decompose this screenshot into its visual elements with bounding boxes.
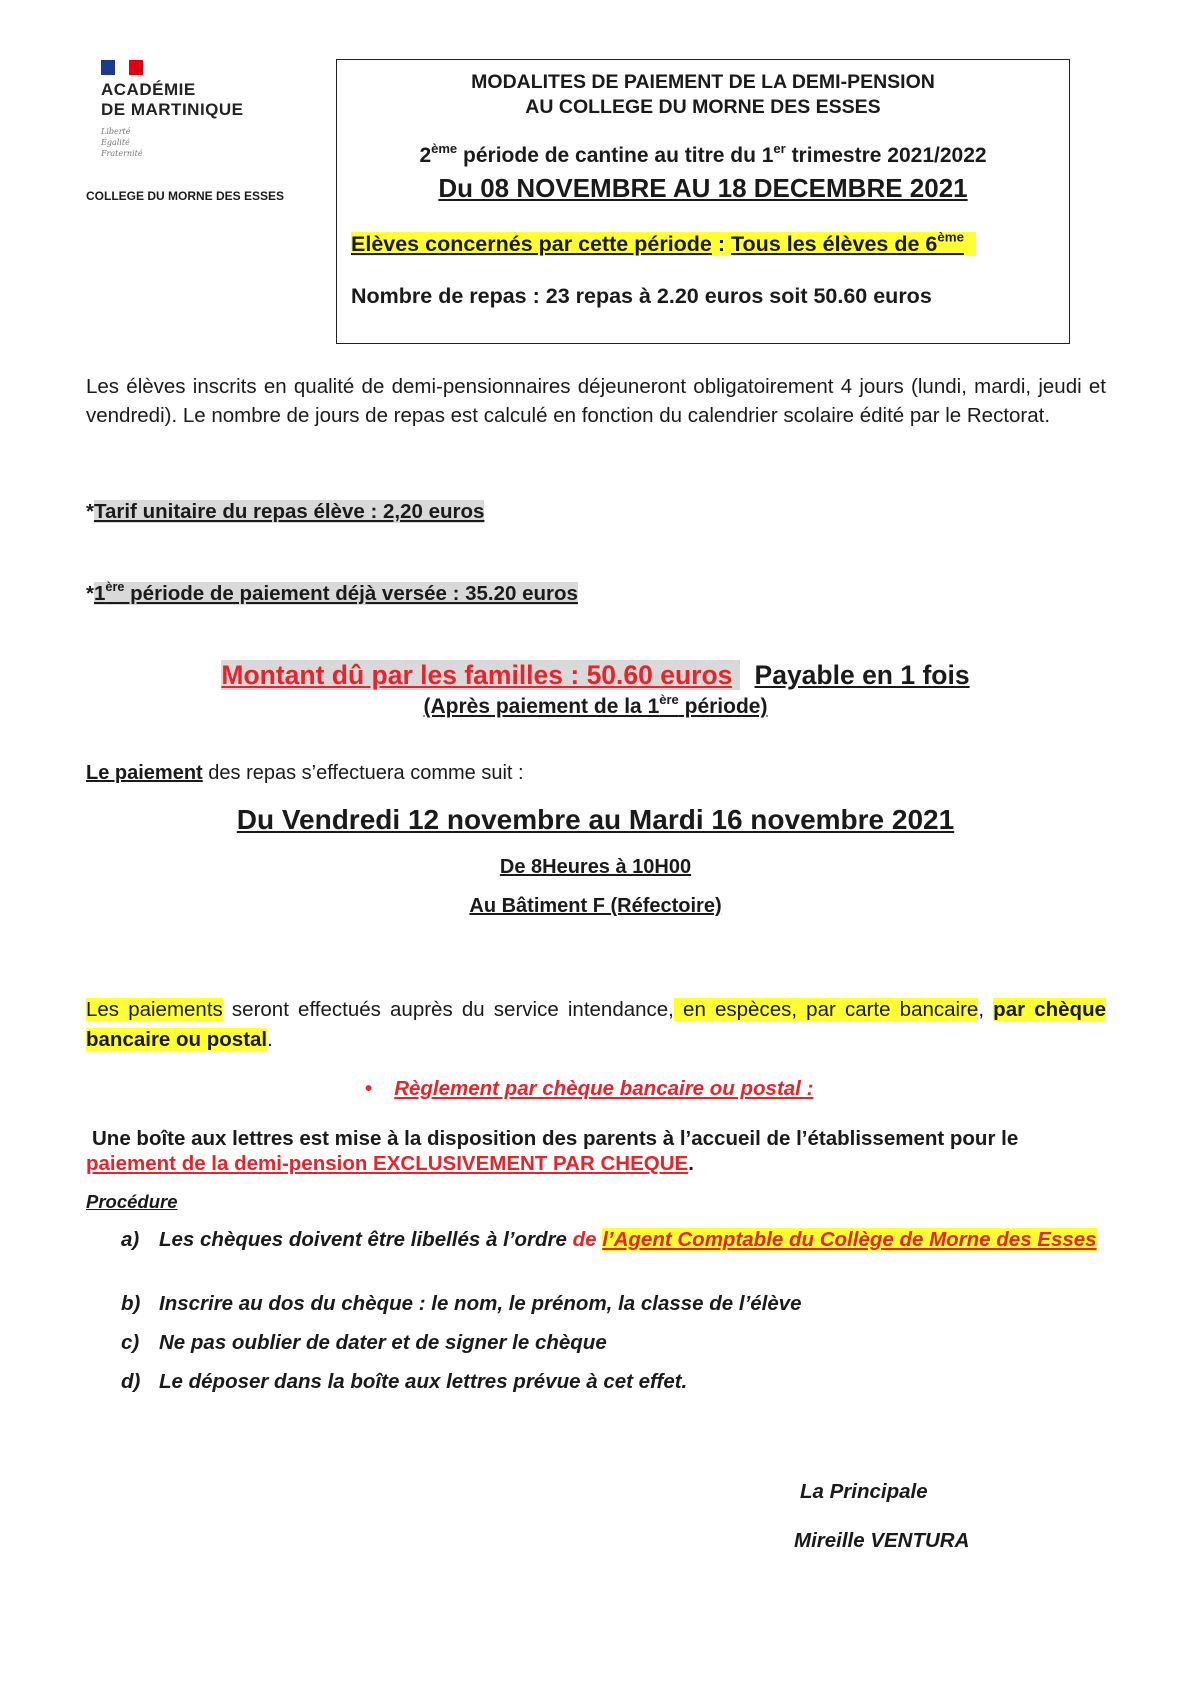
logo-name-line1: ACADÉMIE xyxy=(101,80,196,99)
payment-period: Du Vendredi 12 novembre au Mardi 16 novembre 2021 xyxy=(236,804,955,835)
reglement-cheque: • Règlement par chèque bancaire ou postal : xyxy=(365,1077,814,1100)
tarif-unitaire: *Tarif unitaire du repas élève : 2,20 euros xyxy=(86,500,485,523)
boite-aux-lettres: Une boîte aux lettres est mise à la disposition des parents à l’accueil de l’établissement pour le paiement de la demi-pension EXCLUSIVEMENT PAR CHEQUE. xyxy=(86,1127,1019,1175)
procedure-title: Procédure xyxy=(86,1191,178,1212)
period-line: 2ème période de cantine au titre du 1er trimestre 2021/2022 xyxy=(419,140,987,167)
list-item: c) Ne pas oublier de dater et de signer le chèque xyxy=(121,1331,607,1354)
box-title: MODALITES DE PAIEMENT DE LA DEMI-PENSION AU COLLEGE DU MORNE DES ESSES xyxy=(471,71,935,118)
nombre-repas: Nombre de repas : 23 repas à 2.20 euros soit 50.60 euros xyxy=(351,284,932,308)
logo-name-line2: DE MARTINIQUE xyxy=(101,100,244,119)
premiere-periode: *1ère période de paiement déjà versée : 35.20 euros xyxy=(86,579,578,605)
logo-motto: Liberté Égalité Fraternité xyxy=(101,127,143,158)
title-box xyxy=(336,59,1070,344)
period-dates: Du 08 NOVEMBRE AU 18 DECEMBRE 2021 xyxy=(438,173,968,203)
montant-du: Montant dû par les familles : 50.60 euros Payable en 1 fois xyxy=(221,660,970,690)
payment-place: Au Bâtiment F (Réfectoire) xyxy=(469,895,722,917)
college-name: COLLEGE DU MORNE DES ESSES xyxy=(86,189,285,203)
list-item: a) Les chèques doivent être libellés à l’ordre de l’Agent Comptable du Collège de Morne des Esses xyxy=(121,1228,1097,1251)
apres-paiement: (Après paiement de la 1ère période) xyxy=(423,691,768,718)
procedure-steps xyxy=(121,1227,1106,1408)
bullet-icon: • xyxy=(365,1077,373,1100)
signature-name: Mireille VENTURA xyxy=(794,1529,970,1552)
marianne-flag-icon xyxy=(101,60,143,75)
list-item: b) Inscrire au dos du chèque : le nom, le prénom, la classe de l’élève xyxy=(121,1292,802,1315)
signature-role: La Principale xyxy=(800,1480,928,1503)
paiement-intro: Le paiement des repas s’effectuera comme suit : xyxy=(86,762,524,784)
intro-paragraph: Les élèves inscrits en qualité de demi-pensionnaires déjeuneront obligatoirement 4 jours (lundi, mardi, jeudi et vendredi). Le nombre de jours de repas est calculé en fonction du calendrier scolaire édité par le Rectorat. xyxy=(86,375,1106,427)
academie-logo xyxy=(101,60,291,159)
payment-methods: Les paiements seront effectués auprès du service intendance, en espèces, par carte bancaire, par chèque bancaire ou postal. xyxy=(86,998,1106,1051)
list-item: d) Le déposer dans la boîte aux lettres prévue à cet effet. xyxy=(121,1370,688,1393)
eleves-concernes: Elèves concernés par cette période : Tous les élèves de 6ème xyxy=(351,232,976,257)
payment-hours: De 8Heures à 10H00 xyxy=(499,856,692,878)
